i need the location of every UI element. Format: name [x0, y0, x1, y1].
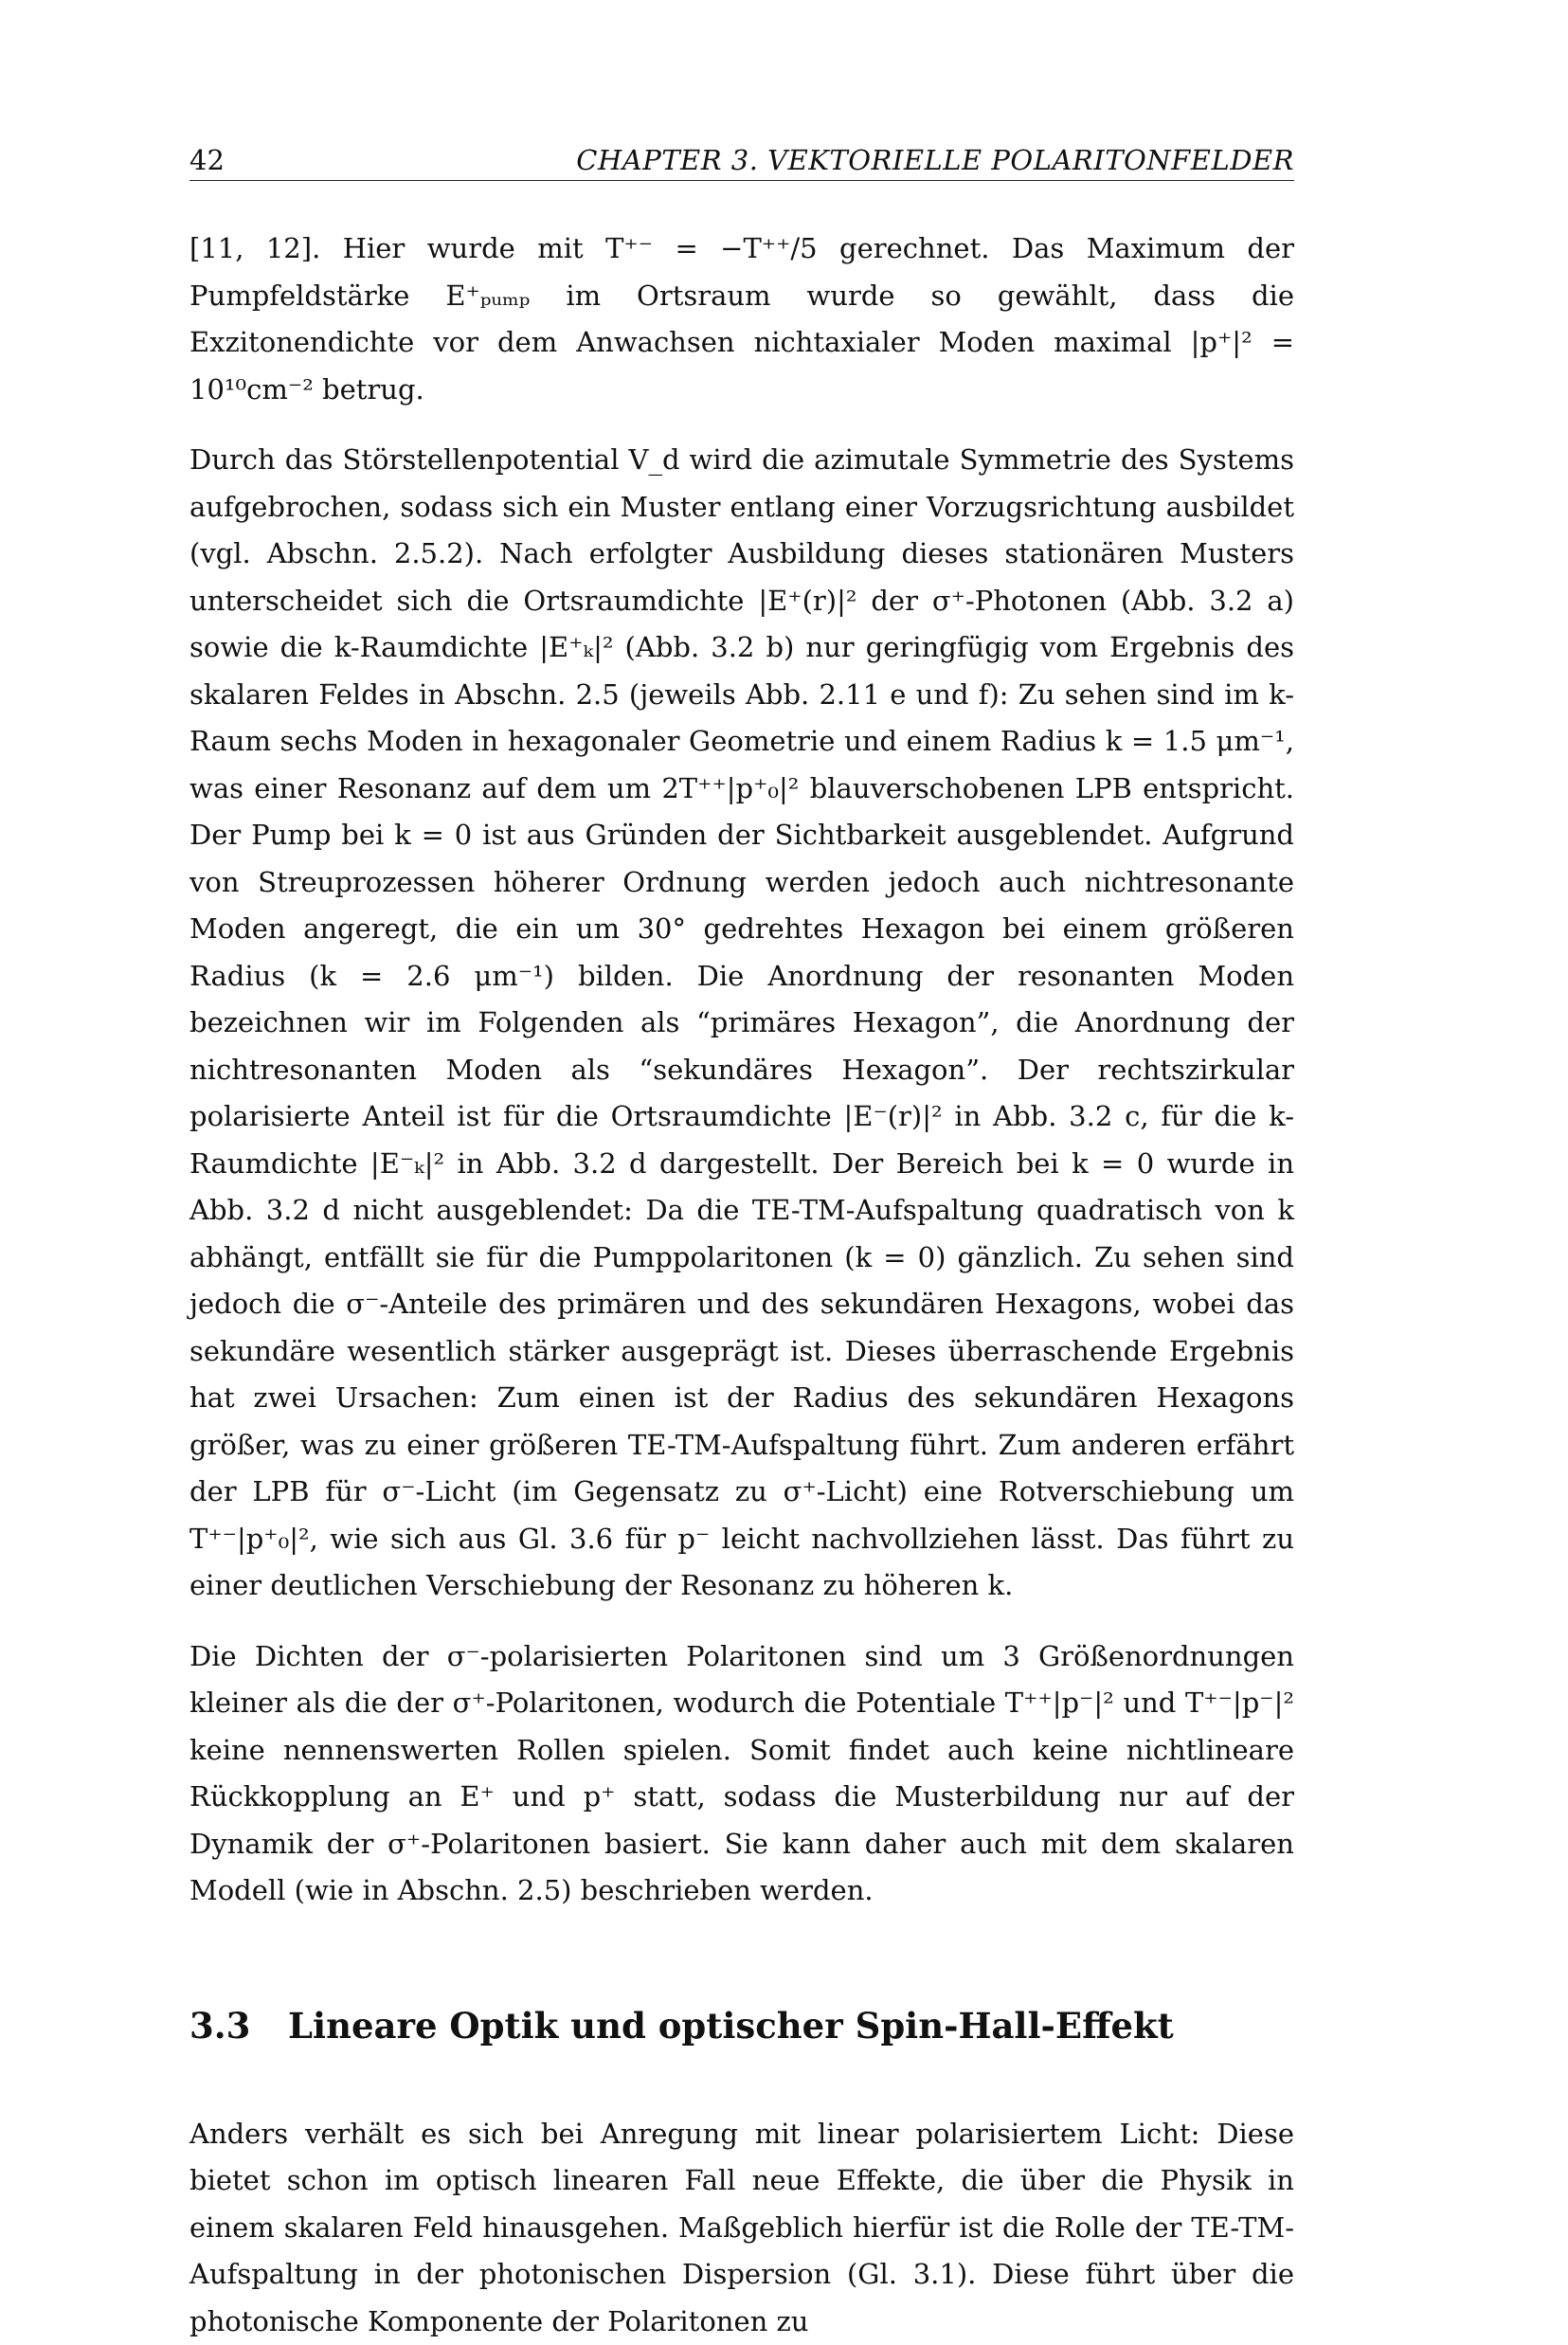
page-body	[189, 225, 1294, 2345]
paragraph: Anders verhält es sich bei Anregung mit linear polarisiertem Licht: Diese bietet schon im optisch linearen Fall neue Effekte, die über die Physik in einem skalaren Feld hinausgehen. Maßgeblich hierfür ist die Rolle der TE-TM-Aufspaltung in der photonischen Dispersion (Gl. 3.1). Diese führt über die photonische Komponente der Polaritonen zu	[189, 2111, 1294, 2345]
section-title: Lineare Optik und optischer Spin-Hall-Effekt	[288, 2005, 1174, 2047]
section-number: 3.3	[189, 2005, 288, 2047]
paragraph: Durch das Störstellenpotential V_d wird die azimutale Symmetrie des Systems aufgebrochen, sodass sich ein Muster entlang einer Vorzugsrichtung ausbildet (vgl. Abschn. 2.5.2). Nach erfolgter Ausbildung dieses stationären Musters unterscheidet sich die Ortsraumdichte |E⁺(r)|² der σ⁺-Photonen (Abb. 3.2 a) sowie die k-Raumdichte |E⁺ₖ|² (Abb. 3.2 b) nur geringfügig vom Ergebnis des skalaren Feldes in Abschn. 2.5 (jeweils Abb. 2.11 e und f): Zu sehen sind im k-Raum sechs Moden in hexagonaler Geometrie und einem Radius k = 1.5 μm⁻¹, was einer Resonanz auf dem um 2T⁺⁺|p⁺₀|² blauverschobenen LPB entspricht. Der Pump bei k = 0 ist aus Gründen der Sichtbarkeit ausgeblendet. Aufgrund von Streuprozessen höherer Ordnung werden jedoch auch nichtresonante Moden angeregt, die ein um 30° gedrehtes Hexagon bei einem größeren Radius (k = 2.6 μm⁻¹) bilden. Die Anordnung der resonanten Moden bezeichnen wir im Folgenden als “primäres Hexagon”, die Anordnung der nichtresonanten Moden als “sekundäres Hexagon”. Der rechtszirkular polarisierte Anteil ist für die Ortsraumdichte |E⁻(r)|² in Abb. 3.2 c, für die k-Raumdichte |E⁻ₖ|² in Abb. 3.2 d dargestellt. Der Bereich bei k = 0 wurde in Abb. 3.2 d nicht ausgeblendet: Da die TE-TM-Aufspaltung quadratisch von k abhängt, entfällt sie für die Pumppolaritonen (k = 0) gänzlich. Zu sehen sind jedoch die σ⁻-Anteile des primären und des sekundären Hexagons, wobei das sekundäre wesentlich stärker ausgeprägt ist. Dieses überraschende Ergebnis hat zwei Ursachen: Zum einen ist der Radius des sekundären Hexagons größer, was zu einer größeren TE-TM-Aufspaltung führt. Zum anderen erfährt der LPB für σ⁻-Licht (im Gegensatz zu σ⁺-Licht) eine Rotverschiebung um T⁺⁻|p⁺₀|², wie sich aus Gl. 3.6 für p⁻ leicht nachvollziehen lässt. Das führt zu einer deutlichen Verschiebung der Resonanz zu höheren k.	[189, 437, 1294, 1610]
paragraph: Die Dichten der σ⁻-polarisierten Polaritonen sind um 3 Größenordnungen kleiner als die der σ⁺-Polaritonen, wodurch die Potentiale T⁺⁺|p⁻|² und T⁺⁻|p⁻|² keine nennenswerten Rollen spielen. Somit findet auch keine nichtlineare Rückkopplung an E⁺ und p⁺ statt, sodass die Musterbildung nur auf der Dynamik der σ⁺-Polaritonen basiert. Sie kann daher auch mit dem skalaren Modell (wie in Abschn. 2.5) beschrieben werden.	[189, 1633, 1294, 1915]
running-header	[189, 144, 1294, 181]
section-heading	[189, 2005, 1294, 2062]
paragraph: [11, 12]. Hier wurde mit T⁺⁻ = −T⁺⁺/5 gerechnet. Das Maximum der Pumpfeldstärke E⁺ₚᵤₘₚ im Ortsraum wurde so gewählt, dass die Exzitonendichte vor dem Anwachsen nichtaxialer Moden maximal |p⁺|² = 10¹⁰cm⁻² betrug.	[189, 225, 1294, 413]
chapter-title: CHAPTER 3. VEKTORIELLE POLARITONFELDER	[576, 144, 1294, 176]
page-number: 42	[189, 144, 225, 176]
